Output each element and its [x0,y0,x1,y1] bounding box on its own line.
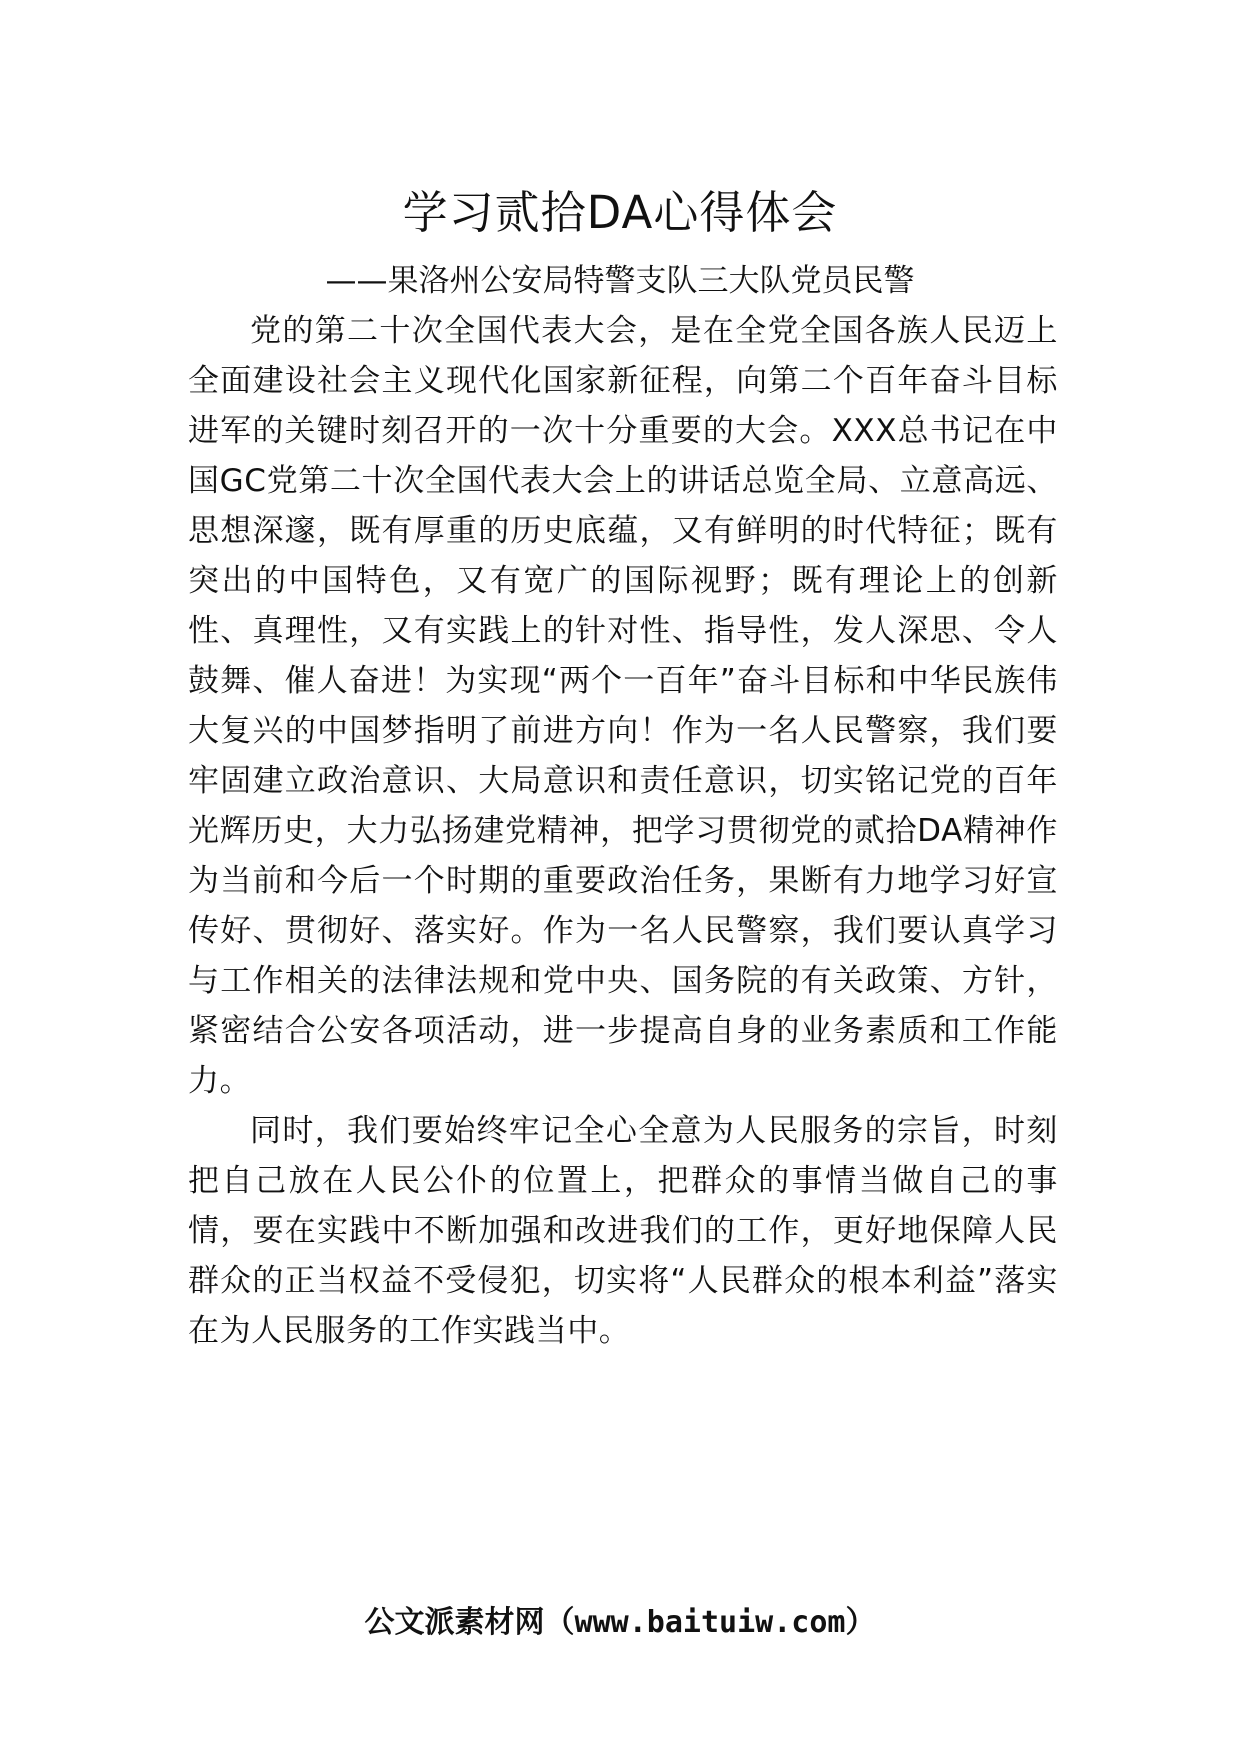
body-paragraph-1: 党的第二十次全国代表大会，是在全党全国各族人民迈上全面建设社会主义现代化国家新征程，向第二个百年奋斗目标进军的关键时刻召开的一次十分重要的大会。XXX总书记在中国GC党第二十次全国代表大会上的讲话总览全局、立意高远、思想深邃，既有厚重的历史底蕴，又有鲜明的时代特征；既有突出的中国特色，又有宽广的国际视野；既有理论上的创新性、真理性，又有实践上的针对性、指导性，发人深思、令人鼓舞、催人奋进！为实现“两个一百年”奋斗目标和中华民族伟大复兴的中国梦指明了前进方向！作为一名人民警察，我们要牢固建立政治意识、大局意识和责任意识，切实铭记党的百年光辉历史，大力弘扬建党精神，把学习贯彻党的贰拾DA精神作为当前和今后一个时期的重要政治任务，果断有力地学习好宣传好、贯彻好、落实好。作为一名人民警察，我们要认真学习与工作相关的法律法规和党中央、国务院的有关政策、方针，紧密结合公安各项活动，进一步提高自身的业务素质和工作能力。 [188,313,1058,1099]
document-subtitle: ——果洛州公安局特警支队三大队党员民警 [325,263,915,299]
document-title: 学习贰拾DA心得体会 [402,186,838,239]
footer-close-paren: ） [845,1605,876,1640]
footer-watermark [0,1601,1240,1645]
footer-url: www.baituiw.com [574,1605,846,1640]
footer-site-name: 公文派素材网 [364,1605,545,1640]
body-paragraph-2: 同时，我们要始终牢记全心全意为人民服务的宗旨，时刻把自己放在人民公仆的位置上，把群众的事情当做自己的事情，要在实践中不断加强和改进我们的工作，更好地保障人民群众的正当权益不受侵犯，切实将“人民群众的根本利益”落实在为人民服务的工作实践当中。 [188,1113,1058,1349]
document-body [188,306,1058,1356]
footer-open-paren: （ [544,1605,575,1640]
